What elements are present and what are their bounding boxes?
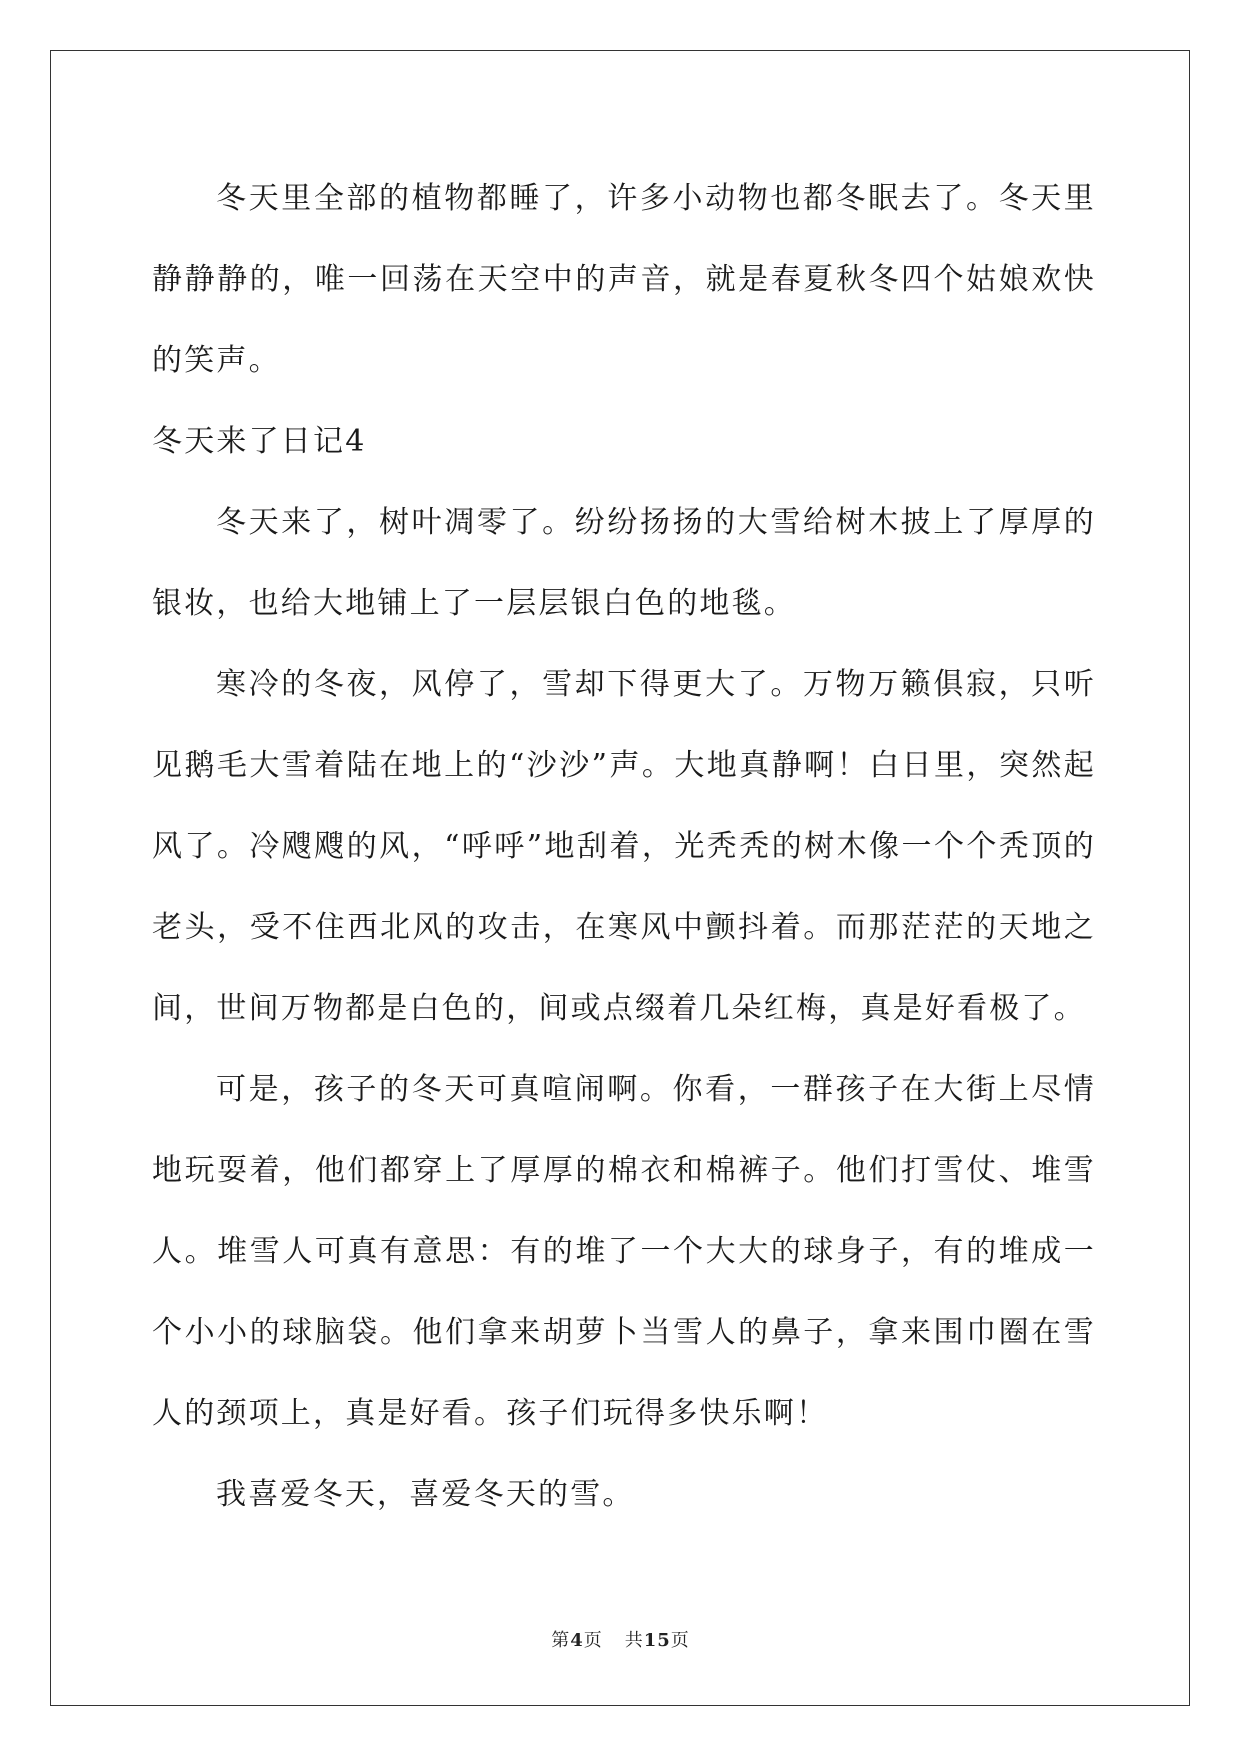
footer-middle: 页 (583, 1630, 603, 1651)
footer-page-number: 4 (570, 1630, 584, 1651)
document-body (152, 158, 1096, 1535)
paragraph-5: 我喜爱冬天，喜爱冬天的雪。 (216, 1477, 635, 1512)
footer-suffix: 页 (670, 1630, 690, 1651)
paragraph-3: 寒冷的冬夜，风停了，雪却下得更大了。万物万籁俱寂，只听见鹅毛大雪着陆在地上的“沙沙”声。大地真静啊！白日里，突然起风了。冷飕飕的风，“呼呼”地刮着，光秃秃的树木像一个个秃顶的老头，受不住西北风的攻击，在寒风中颤抖着。而那茫茫的天地之间，世间万物都是白色的，间或点缀着几朵红梅，真是好看极了。 (152, 667, 1096, 1026)
footer-total-prefix: 共 (624, 1630, 644, 1651)
footer-prefix: 第 (551, 1630, 571, 1651)
paragraph-4: 可是，孩子的冬天可真喧闹啊。你看，一群孩子在大街上尽情地玩耍着，他们都穿上了厚厚的棉衣和棉裤子。他们打雪仗、堆雪人。堆雪人可真有意思：有的堆了一个大大的球身子，有的堆成一个小小的球脑袋。他们拿来胡萝卜当雪人的鼻子，拿来围巾圈在雪人的颈项上，真是好看。孩子们玩得多快乐啊！ (152, 1072, 1096, 1431)
paragraph-2: 冬天来了，树叶凋零了。纷纷扬扬的大雪给树木披上了厚厚的银妆，也给大地铺上了一层层银白色的地毯。 (152, 505, 1096, 621)
footer-total-pages: 15 (643, 1630, 671, 1651)
paragraph-1: 冬天里全部的植物都睡了，许多小动物也都冬眠去了。冬天里静静静的，唯一回荡在天空中的声音，就是春夏秋冬四个姑娘欢快的笑声。 (152, 181, 1096, 378)
section-heading: 冬天来了日记4 (152, 424, 367, 459)
page-footer (0, 1626, 1241, 1652)
